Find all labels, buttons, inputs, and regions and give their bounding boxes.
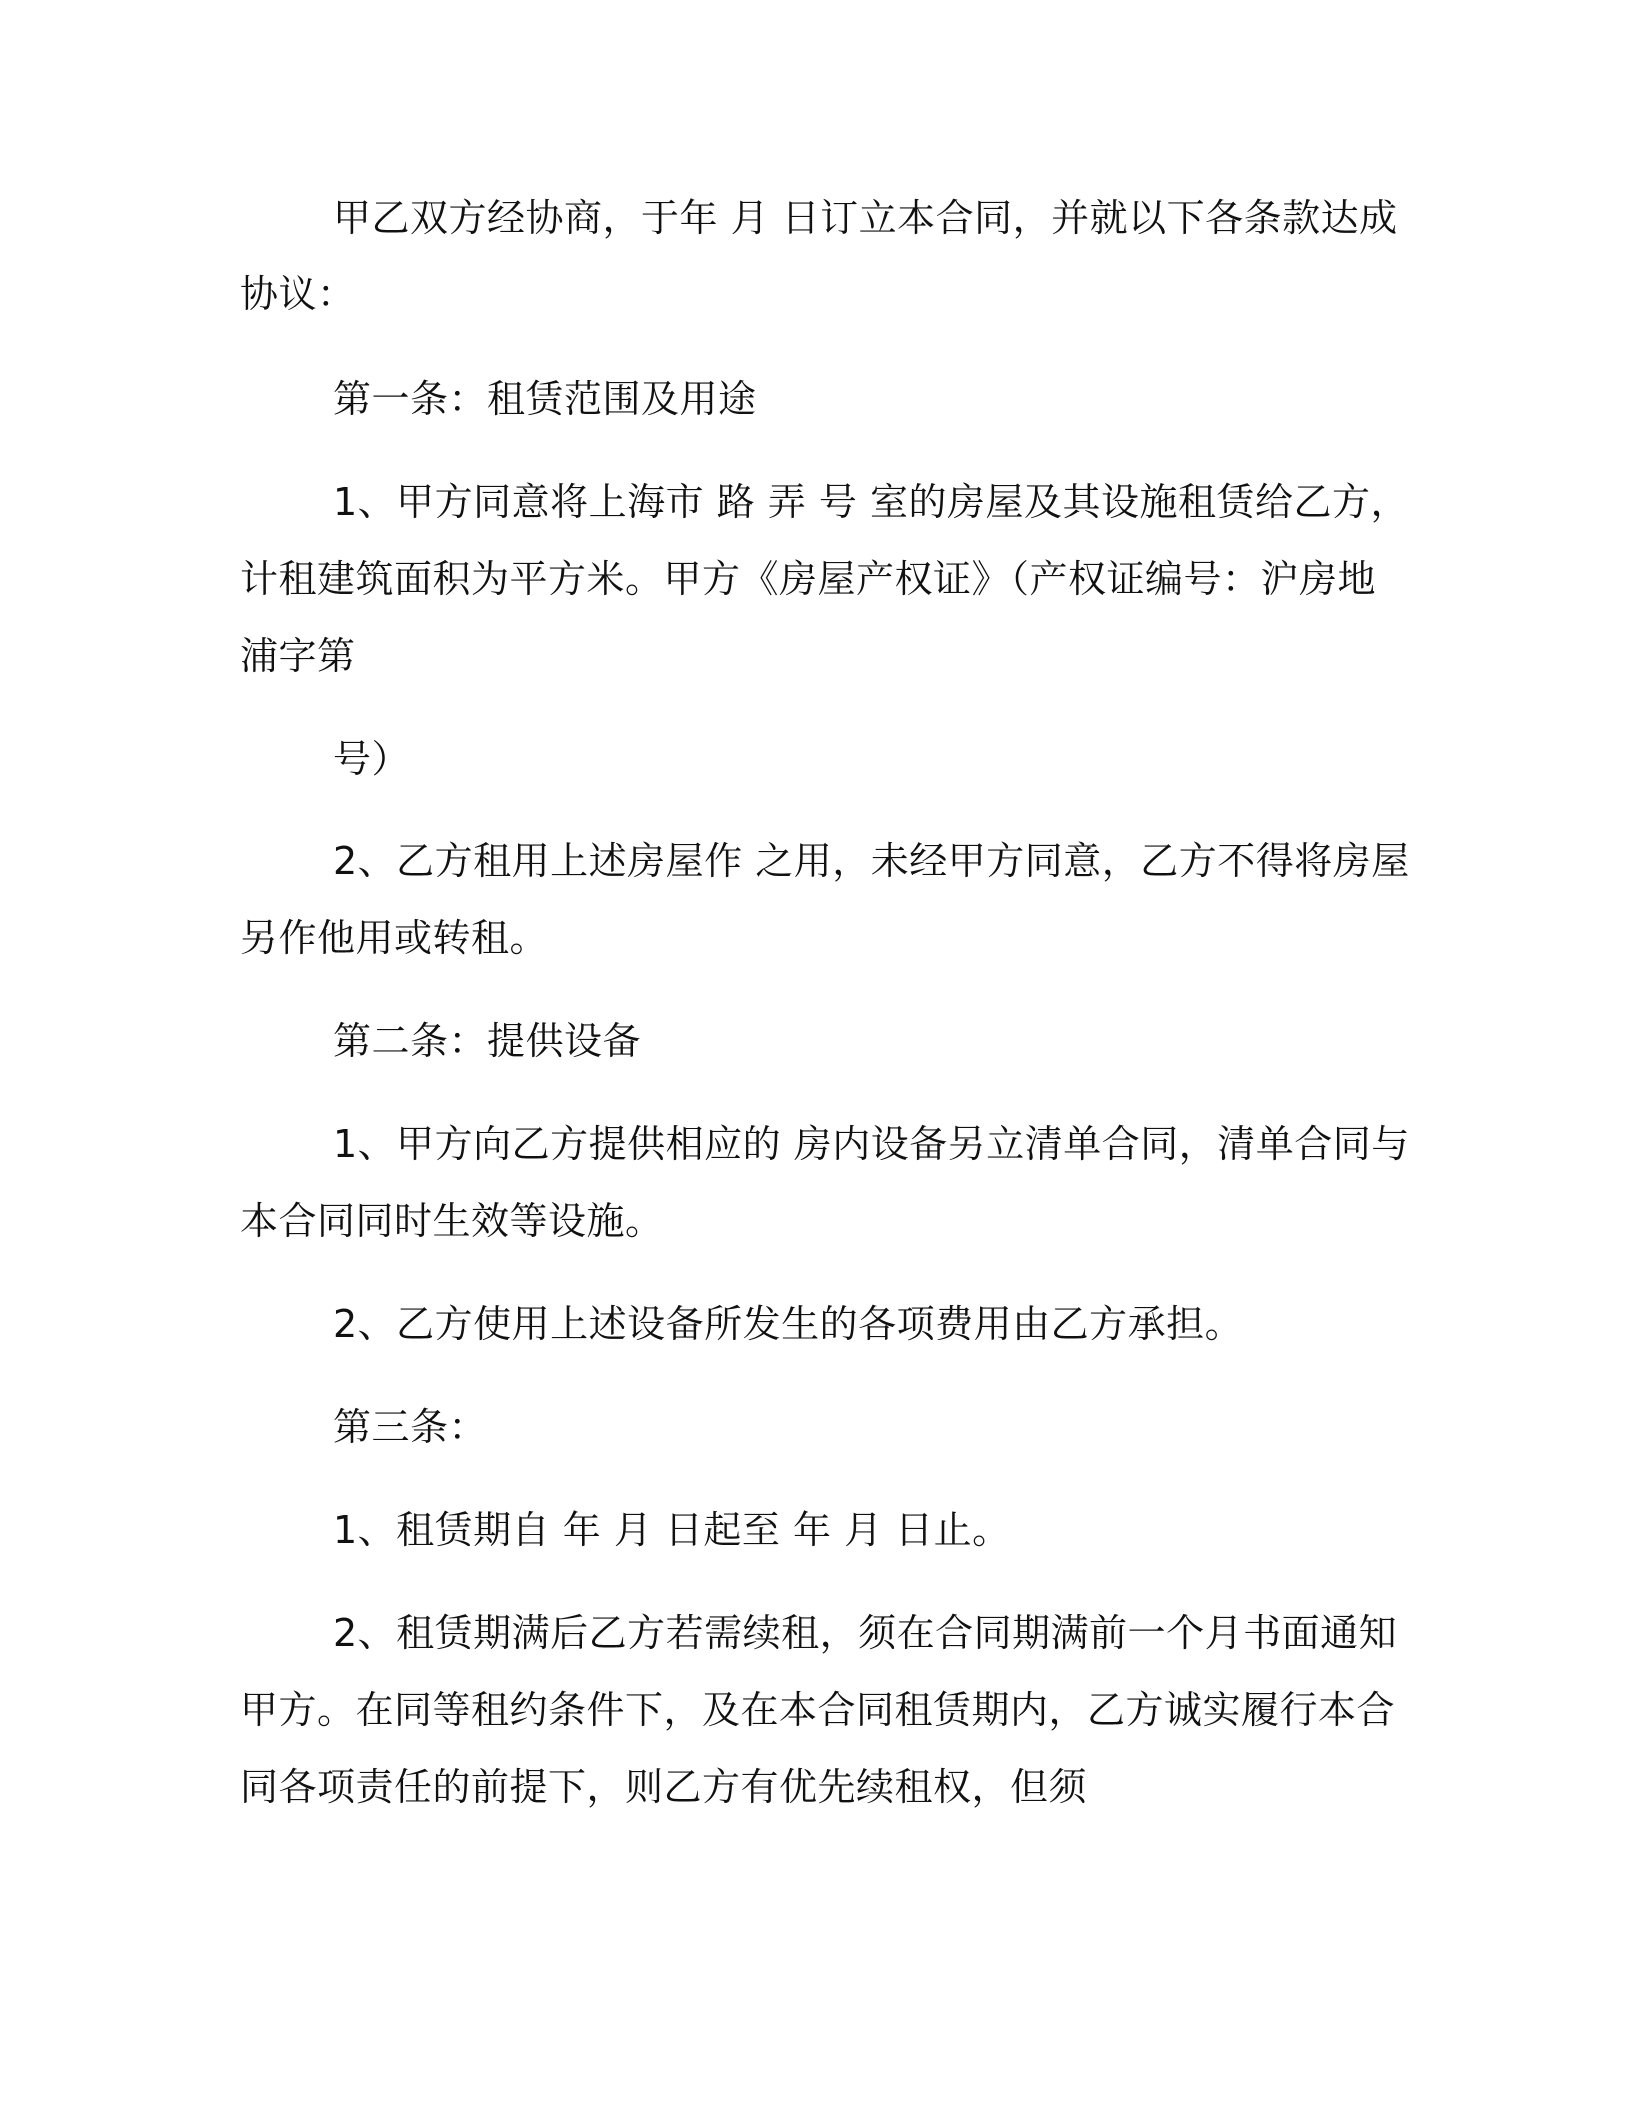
article-1-clause-1-line-1: 1、甲方同意将上海市 路 弄 号 室的房屋及其设施租赁给乙方， [333, 480, 1409, 524]
article-3-heading: 第三条： [333, 1405, 488, 1449]
article-2-clause-1-line-2: 本合同同时生效等设施。 [240, 1199, 664, 1243]
article-1-clause-1-line-4: 号） [333, 737, 411, 781]
article-1-clause-1-line-2: 计租建筑面积为平方米。甲方《房屋产权证》（产权证编号：沪房地 [240, 557, 1377, 601]
article-2-clause-2: 2、乙方使用上述设备所发生的各项费用由乙方承担。 [333, 1302, 1244, 1346]
article-2-clause-1-line-1: 1、甲方向乙方提供相应的 房内设备另立清单合同，清单合同与 [333, 1122, 1410, 1166]
article-1-clause-1-line-3: 浦字第 [240, 634, 356, 678]
article-1-clause-2-line-1: 2、乙方租用上述房屋作 之用，未经甲方同意，乙方不得将房屋 [333, 839, 1410, 883]
article-3-clause-1: 1、租赁期自 年 月 日起至 年 月 日止。 [333, 1508, 1011, 1552]
article-3-clause-2-line-2: 甲方。在同等租约条件下，及在本合同租赁期内，乙方诚实履行本合 [240, 1688, 1396, 1732]
paragraph-intro-line-2: 协议： [240, 272, 356, 316]
article-2-heading: 第二条：提供设备 [333, 1019, 642, 1063]
article-3-clause-2-line-1: 2、租赁期满后乙方若需续租，须在合同期满前一个月书面通知 [333, 1611, 1398, 1655]
article-3-clause-2-line-3: 同各项责任的前提下，则乙方有优先续租权，但须 [240, 1765, 1088, 1809]
article-1-clause-2-line-2: 另作他用或转租。 [240, 916, 549, 960]
paragraph-intro-line-1: 甲乙双方经协商，于年 月 日订立本合同，并就以下各条款达成 [333, 196, 1398, 240]
article-1-heading: 第一条：租赁范围及用途 [333, 377, 757, 421]
